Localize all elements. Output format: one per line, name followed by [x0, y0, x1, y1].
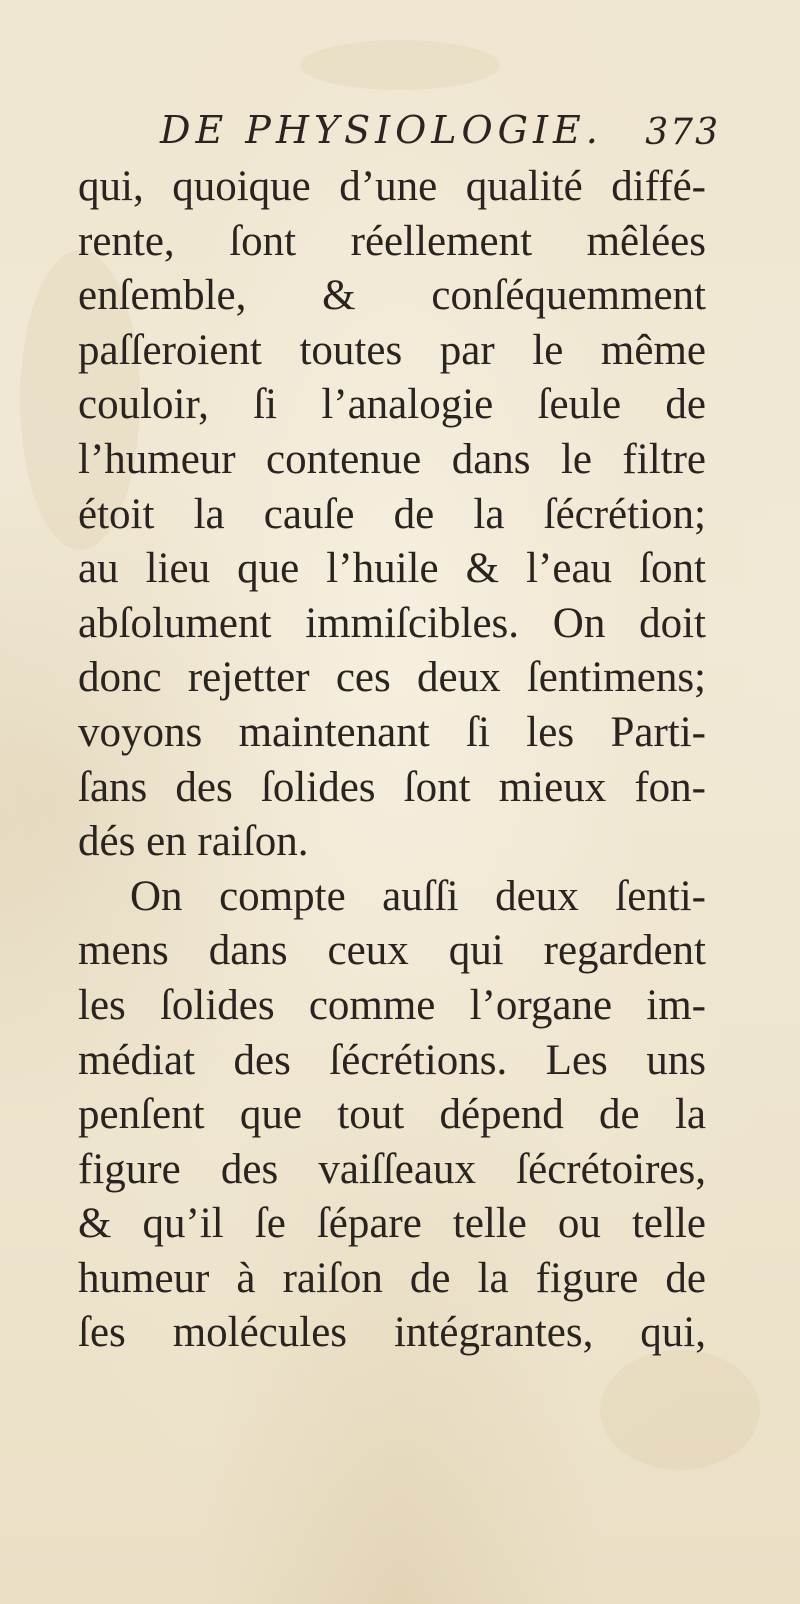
text-line: mens dans ceux qui regardent	[78, 927, 706, 975]
page-number: 373	[645, 112, 720, 153]
text-line: couloir, ſi l’analogie ſeule de	[78, 381, 706, 429]
paper-stain	[600, 1350, 760, 1470]
text-line: au lieu que l’huile & l’eau ſont	[78, 545, 706, 593]
text-line: rente, ſont réellement mêlées	[78, 217, 706, 265]
text-line: qui, quoique d’une qualité diffé-	[78, 163, 706, 210]
text-line: enſemble, & conſéquemment	[78, 272, 706, 320]
text-line: les ſolides comme l’organe im-	[78, 981, 706, 1029]
text-line: dés en raiſon.	[78, 818, 309, 866]
paper-stain	[300, 40, 500, 90]
page-body	[78, 160, 706, 1361]
text-line: abſolument immiſcibles. On doit	[78, 599, 706, 647]
text-line: donc rejetter ces deux ſentimens;	[78, 654, 706, 702]
text-line: & qu’il ſe ſépare telle ou telle	[78, 1200, 706, 1248]
text-line: étoit la cauſe de la ſécrétion;	[78, 490, 706, 538]
text-line: paſſeroient toutes par le même	[78, 326, 706, 374]
text-line: humeur à raiſon de la figure de	[78, 1254, 706, 1302]
text-line: ſes molécules intégrantes, qui,	[78, 1309, 706, 1357]
running-header	[160, 108, 720, 168]
text-line: l’humeur contenue dans le filtre	[78, 435, 706, 483]
text-line: médiat des ſécrétions. Les uns	[78, 1036, 706, 1084]
text-line: penſent que tout dépend de la	[78, 1091, 706, 1139]
text-line: figure des vaiſſeaux ſécrétoires,	[78, 1145, 706, 1193]
text-line: ſans des ſolides ſont mieux fon-	[78, 763, 706, 811]
text-line: voyons maintenant ſi les Parti-	[78, 708, 706, 756]
paragraph-first-line: On compte auſſi deux ſenti-	[130, 872, 706, 920]
running-title: DE PHYSIOLOGIE.	[160, 108, 603, 152]
